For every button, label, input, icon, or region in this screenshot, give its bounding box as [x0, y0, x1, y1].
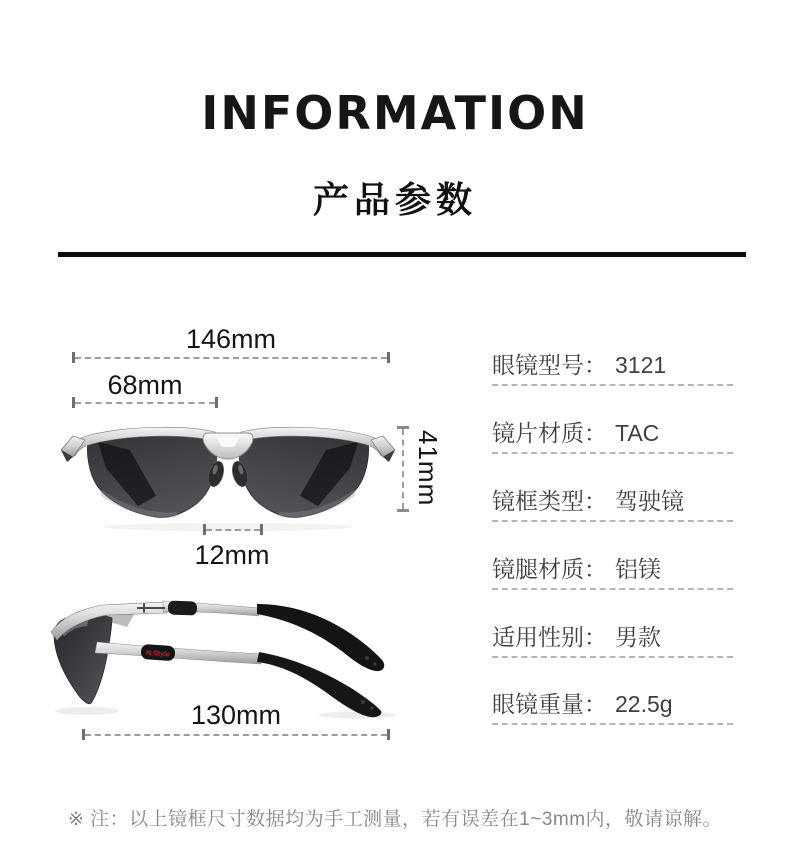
dimension-bridge-width: 12mm	[194, 540, 270, 570]
spec-separator: ：	[584, 691, 607, 717]
header-divider	[58, 252, 746, 257]
measure-line-lens-height	[397, 426, 409, 512]
spec-label: 镜腿材质	[492, 556, 584, 582]
spec-row-frame-type	[492, 488, 733, 522]
spec-separator: ：	[584, 624, 607, 650]
spec-value: 铝镁	[615, 556, 661, 582]
spec-separator: ：	[584, 556, 607, 582]
measurement-disclaimer-note: ※ 注：以上镜框尺寸数据均为手工测量，若有误差在1~3mm内，敬请谅解。	[67, 809, 723, 830]
sunglasses-front-view-image	[58, 420, 398, 532]
spec-row-model	[492, 352, 733, 386]
spec-label: 眼镜重量	[492, 691, 584, 717]
measure-line-temple-length	[82, 729, 390, 740]
measure-line-total-width	[72, 352, 390, 363]
spec-value: 驾驶镜	[615, 488, 684, 514]
spec-label: 镜框类型	[492, 488, 584, 514]
spec-separator: ：	[584, 352, 607, 378]
spec-label: 眼镜型号	[492, 352, 584, 378]
dimension-total-width: 146mm	[185, 324, 277, 354]
dimension-temple-length: 130mm	[190, 700, 282, 730]
measure-line-bridge-width	[203, 524, 263, 535]
spec-label: 镜片材质	[492, 420, 584, 446]
spec-value: 3121	[615, 352, 667, 378]
spec-value: 22.5g	[615, 691, 673, 717]
page-title: INFORMATION	[201, 86, 589, 140]
spec-label: 适用性别	[492, 624, 584, 650]
dimension-lens-height: 41mm	[413, 430, 443, 507]
brand-logo-text: N.Style	[145, 649, 171, 659]
spec-separator: ：	[584, 488, 607, 514]
page-subtitle: 产品参数	[312, 180, 477, 220]
spec-value: TAC	[615, 420, 660, 446]
spec-row-gender	[492, 624, 733, 658]
spec-row-weight	[492, 691, 733, 725]
spec-separator: ：	[584, 420, 607, 446]
measure-line-lens-width	[72, 397, 218, 408]
spec-row-lens-material	[492, 420, 733, 454]
dimension-lens-width: 68mm	[107, 370, 183, 400]
spec-value: 男款	[615, 624, 661, 650]
spec-row-temple-material	[492, 556, 733, 590]
